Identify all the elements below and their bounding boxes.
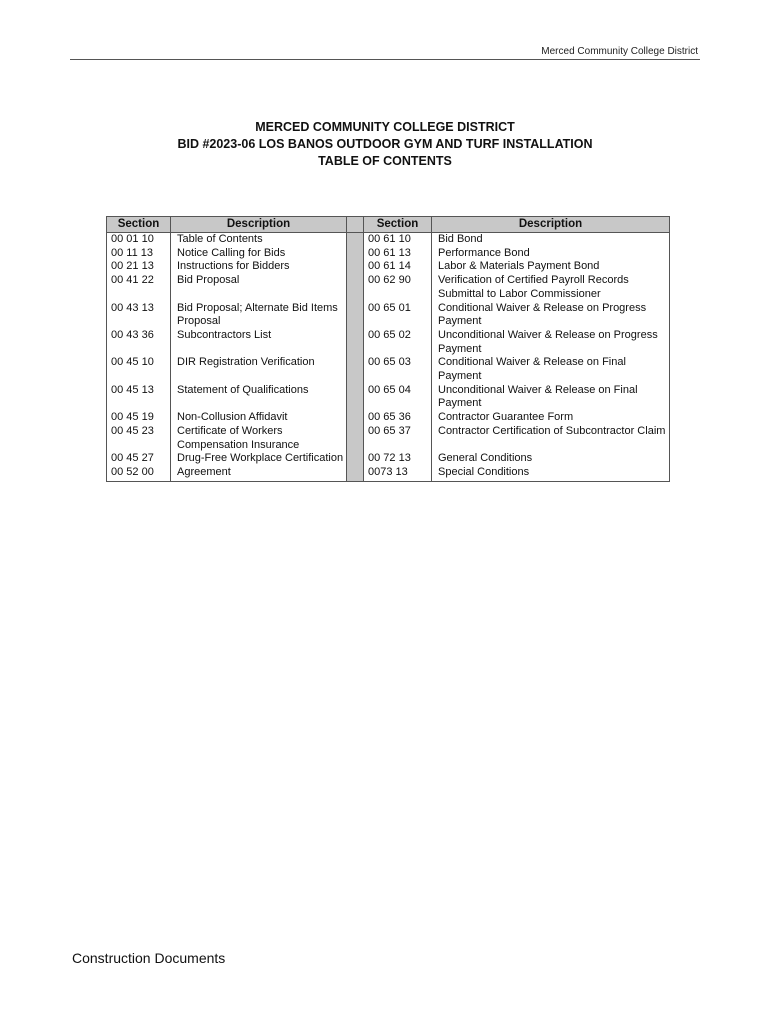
section-number: 00 43 13 — [107, 302, 171, 329]
section-description: Conditional Waiver & Release on Final Payment — [432, 356, 670, 383]
table-row — [107, 247, 670, 261]
column-separator — [347, 260, 364, 274]
section-description: Notice Calling for Bids — [171, 247, 347, 261]
section-description: Subcontractors List — [171, 329, 347, 356]
column-separator — [347, 452, 364, 466]
header-description-left: Description — [171, 217, 347, 233]
section-description: Table of Contents — [171, 233, 347, 247]
column-separator — [347, 302, 364, 329]
section-description: Bid Bond — [432, 233, 670, 247]
section-number: 00 61 10 — [364, 233, 432, 247]
header-description-right: Description — [432, 217, 670, 233]
section-description: Bid Proposal — [171, 274, 347, 301]
section-description: Certificate of Workers Compensation Insurance — [171, 425, 347, 452]
page-footer: Construction Documents — [72, 950, 226, 966]
title-line-3: TABLE OF CONTENTS — [318, 154, 452, 168]
section-description: Verification of Certified Payroll Records Submittal to Labor Commissioner — [432, 274, 670, 301]
table-row — [107, 233, 670, 247]
section-number: 00 65 37 — [364, 425, 432, 452]
section-description: Bid Proposal; Alternate Bid Items Proposal — [171, 302, 347, 329]
header-section-right: Section — [364, 217, 432, 233]
section-number: 00 43 36 — [107, 329, 171, 356]
column-separator — [347, 217, 364, 233]
section-description: Statement of Qualifications — [171, 384, 347, 411]
column-separator — [347, 411, 364, 425]
column-separator — [347, 466, 364, 481]
section-description: Conditional Waiver & Release on Progress Payment — [432, 302, 670, 329]
section-description: Contractor Certification of Subcontractor Claim — [432, 425, 670, 452]
section-number: 00 62 90 — [364, 274, 432, 301]
document-title-block — [0, 119, 770, 170]
section-number: 00 65 03 — [364, 356, 432, 383]
table-row — [107, 329, 670, 356]
header-divider — [70, 59, 700, 60]
section-number: 00 61 14 — [364, 260, 432, 274]
section-description: Contractor Guarantee Form — [432, 411, 670, 425]
section-number: 00 52 00 — [107, 466, 171, 481]
title-line-1: MERCED COMMUNITY COLLEGE DISTRICT — [255, 120, 515, 134]
table-row — [107, 425, 670, 452]
column-separator — [347, 356, 364, 383]
table-row — [107, 452, 670, 466]
section-description: Drug-Free Workplace Certification — [171, 452, 347, 466]
table-row — [107, 356, 670, 383]
table-row — [107, 384, 670, 411]
section-description: Agreement — [171, 466, 347, 481]
table-of-contents — [106, 216, 670, 482]
section-description: Unconditional Waiver & Release on Final Payment — [432, 384, 670, 411]
section-number: 00 41 22 — [107, 274, 171, 301]
section-description: Performance Bond — [432, 247, 670, 261]
section-number: 00 45 19 — [107, 411, 171, 425]
section-number: 00 45 13 — [107, 384, 171, 411]
section-description: Non-Collusion Affidavit — [171, 411, 347, 425]
section-number: 0073 13 — [364, 466, 432, 481]
column-separator — [347, 274, 364, 301]
page-header: Merced Community College District — [541, 46, 698, 57]
section-description: Unconditional Waiver & Release on Progress Payment — [432, 329, 670, 356]
section-description: Special Conditions — [432, 466, 670, 481]
section-description: Labor & Materials Payment Bond — [432, 260, 670, 274]
table-row — [107, 411, 670, 425]
section-description: General Conditions — [432, 452, 670, 466]
table-row — [107, 466, 670, 481]
section-number: 00 45 23 — [107, 425, 171, 452]
table-header-row — [107, 217, 670, 233]
column-separator — [347, 425, 364, 452]
header-section-left: Section — [107, 217, 171, 233]
section-number: 00 45 10 — [107, 356, 171, 383]
section-number: 00 01 10 — [107, 233, 171, 247]
table-row — [107, 302, 670, 329]
section-number: 00 21 13 — [107, 260, 171, 274]
section-number: 00 65 36 — [364, 411, 432, 425]
section-number: 00 61 13 — [364, 247, 432, 261]
section-description: Instructions for Bidders — [171, 260, 347, 274]
column-separator — [347, 329, 364, 356]
table-row — [107, 260, 670, 274]
section-number: 00 65 01 — [364, 302, 432, 329]
section-description: DIR Registration Verification — [171, 356, 347, 383]
section-number: 00 65 04 — [364, 384, 432, 411]
table-row — [107, 274, 670, 301]
column-separator — [347, 384, 364, 411]
section-number: 00 45 27 — [107, 452, 171, 466]
column-separator — [347, 247, 364, 261]
section-number: 00 72 13 — [364, 452, 432, 466]
section-number: 00 11 13 — [107, 247, 171, 261]
section-number: 00 65 02 — [364, 329, 432, 356]
column-separator — [347, 233, 364, 247]
title-line-2: BID #2023-06 LOS BANOS OUTDOOR GYM AND TURF INSTALLATION — [177, 137, 593, 151]
